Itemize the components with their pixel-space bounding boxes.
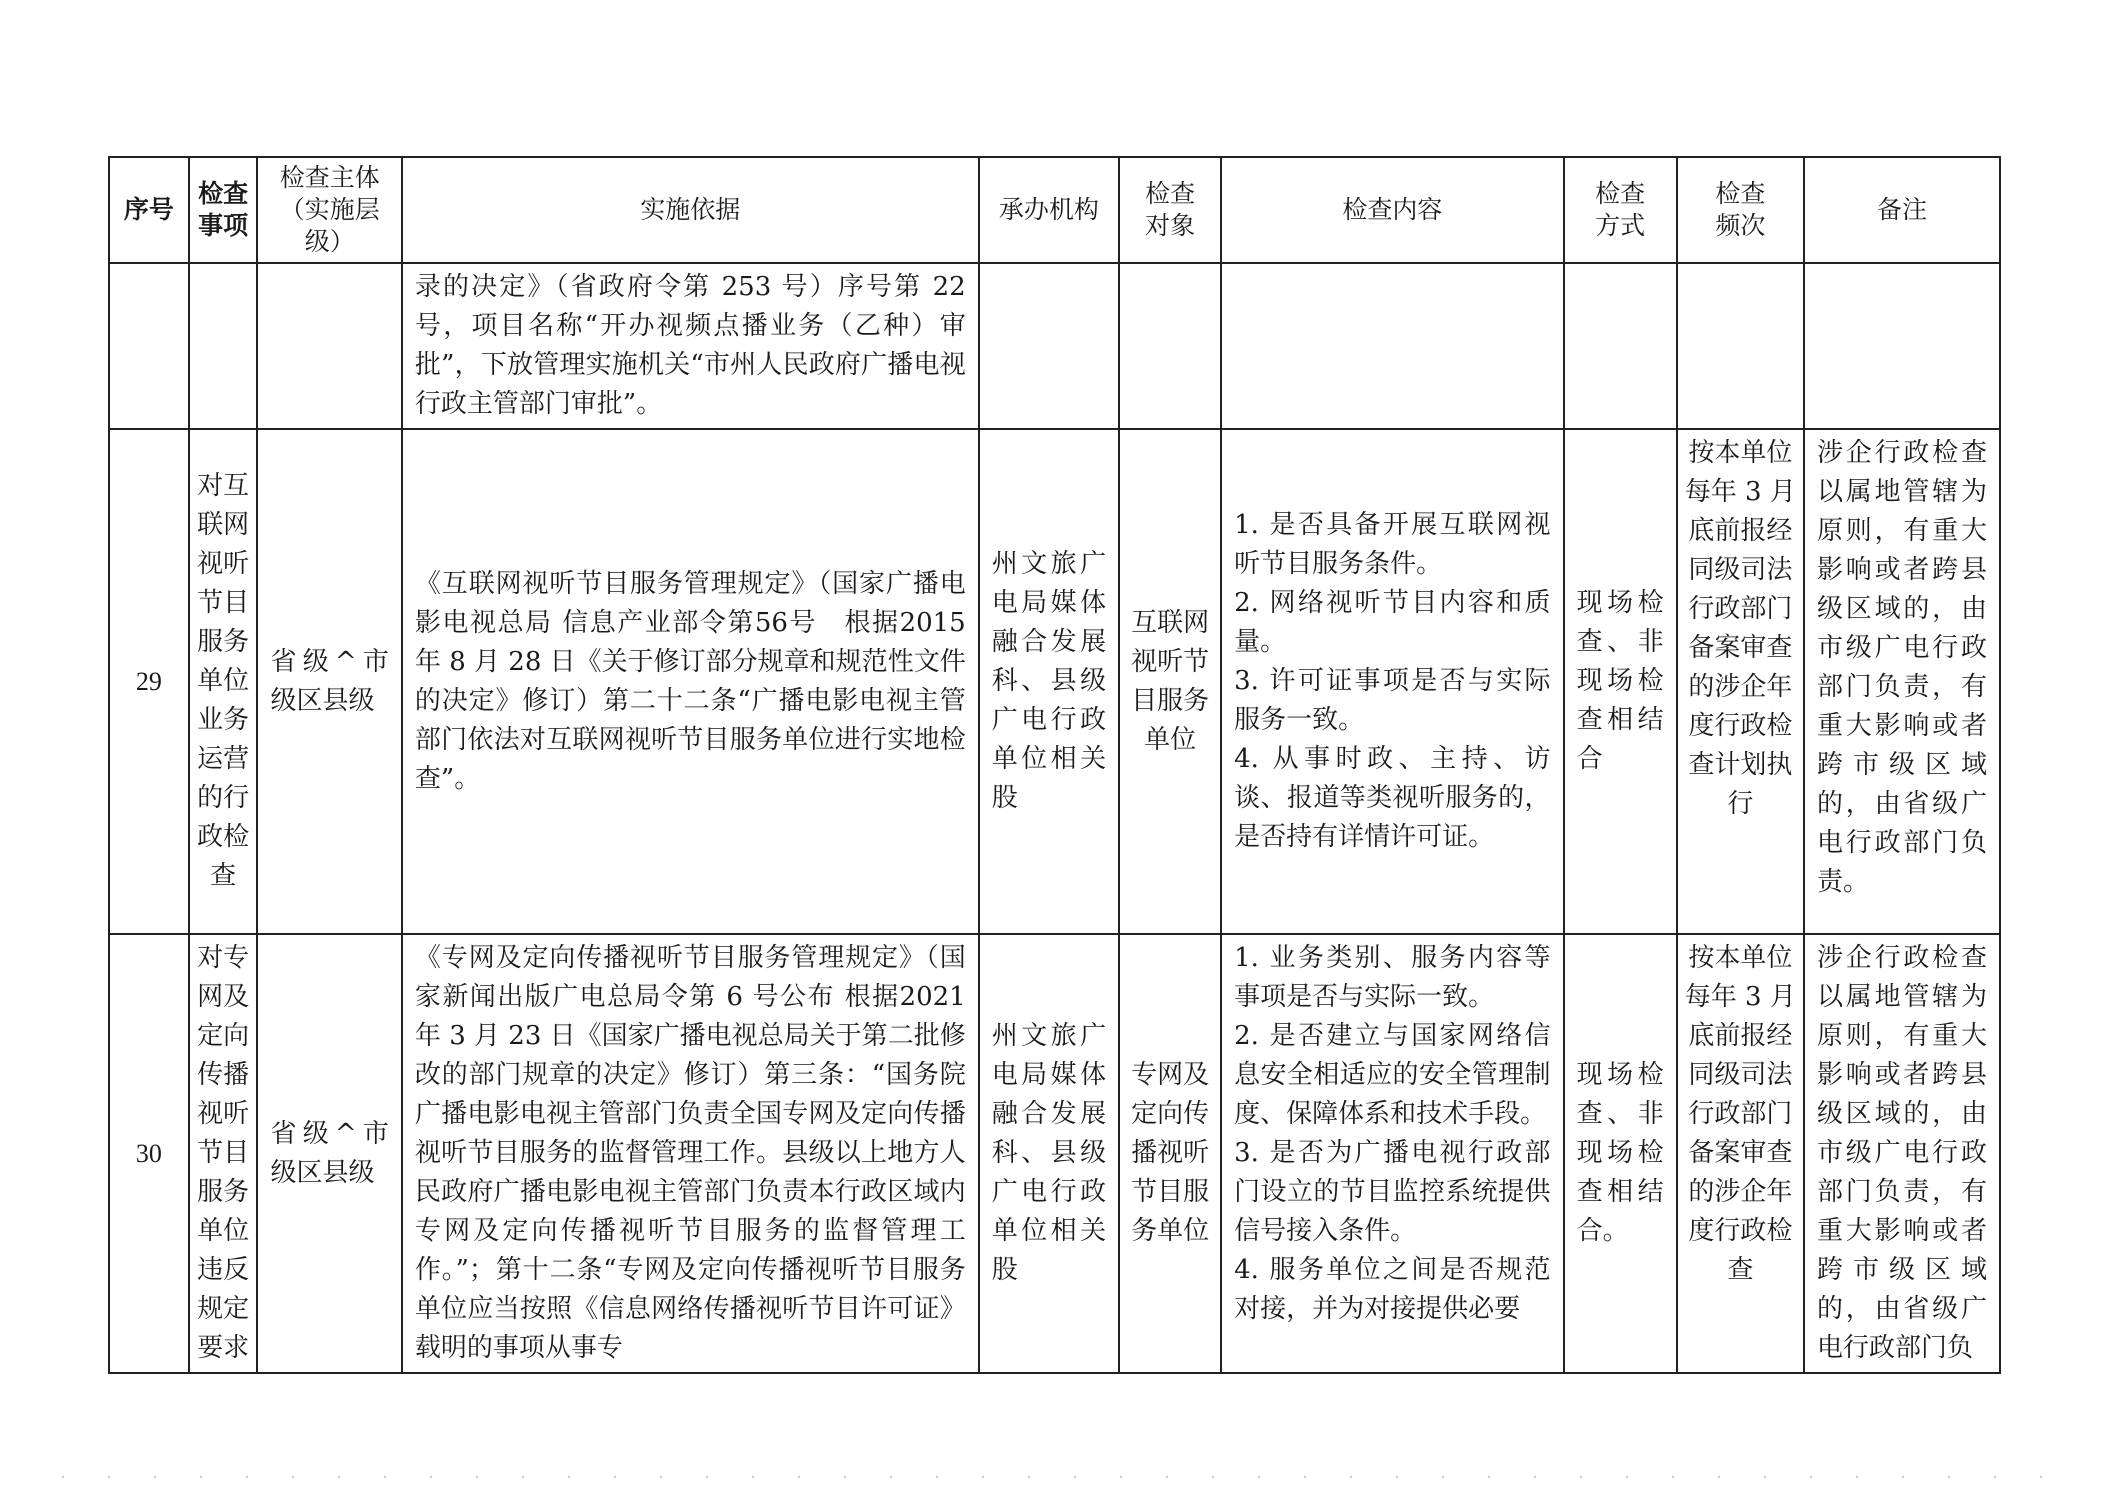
cell-method: [1564, 263, 1677, 429]
table-row: [109, 934, 2000, 1373]
cell-content: 1. 业务类别、服务内容等事项是否与实际一致。 2. 是否建立与国家网络信息安全相适应的安全管理制度、保障体系和技术手段。 3. 是否为广播电视行政部门设立的节目监控系统提供信号接入条件。 4. 服务单位之间是否规范对接，并为对接提供必要: [1221, 934, 1563, 1373]
cell-remark: 涉企行政检查以属地管辖为原则，有重大影响或者跨县级区域的，由市级广电行政部门负责，有重大影响或者跨市级区域的，由省级广电行政部门负: [1804, 934, 2000, 1373]
cell-frequency: [1677, 263, 1804, 429]
table-row: [109, 429, 2000, 934]
cell-basis: 《互联网视听节目服务管理规定》（国家广播电影电视总局 信息产业部令第56号 根据2015 年 8 月 28 日《关于修订部分规章和规范性文件的决定》修订）第二十二条“广播电影电视主管部门依法对互联网视听节目服务单位进行实地检查”。: [402, 429, 979, 934]
cell-frequency: 按本单位每年 3 月底前报经同级司法行政部门备案审查的涉企年度行政检查计划执行: [1677, 429, 1804, 934]
header-target: 检查 对象: [1119, 157, 1221, 263]
cell-seq: [109, 263, 189, 429]
cell-basis: 《专网及定向传播视听节目服务管理规定》（国家新闻出版广电总局令第 6 号公布 根据2021 年 3 月 23 日《国家广播电视总局关于第二批修改的部门规章的决定》修订）第三条：“国务院广播电影电视主管部门负责全国专网及定向传播视听节目服务的监督管理工作。县级以上地方人民政府广播电影电视主管部门负责本行政区域内专网及定向传播视听节目服务的监督管理工作。”；第十二条“专网及定向传播视听节目服务单位应当按照《信息网络传播视听节目许可证》载明的事项从事专: [402, 934, 979, 1373]
cell-target: [1119, 263, 1221, 429]
cell-subject: [257, 263, 401, 429]
header-subject: 检查主体 （实施层 级）: [257, 157, 401, 263]
scan-noise-dots: [40, 1474, 2060, 1480]
cell-item: 对专网及定向传播视听节目服务单位违反规定要求: [189, 934, 258, 1373]
cell-item: [189, 263, 258, 429]
cell-target: 专网及定向传播视听节目服务单位: [1119, 934, 1221, 1373]
cell-content: [1221, 263, 1563, 429]
header-seq: 序号: [109, 157, 189, 263]
header-content: 检查内容: [1221, 157, 1563, 263]
cell-remark: 涉企行政检查以属地管辖为原则，有重大影响或者跨县级区域的，由市级广电行政部门负责，有重大影响或者跨市级区域的，由省级广电行政部门负责。: [1804, 429, 2000, 934]
header-item: 检查 事项: [189, 157, 258, 263]
cell-method: 现场检查、非现场检查相结合。: [1564, 934, 1677, 1373]
cell-remark: [1804, 263, 2000, 429]
header-remark: 备注: [1804, 157, 2000, 263]
cell-seq: 29: [109, 429, 189, 934]
cell-org: 州文旅广电局媒体融合发展科、县级广电行政单位相关股: [979, 934, 1119, 1373]
cell-basis: 录的决定》（省政府令第 253 号）序号第 22 号，项目名称“开办视频点播业务（乙种）审批”，下放管理实施机关“市州人民政府广播电视行政主管部门审批”。: [402, 263, 979, 429]
cell-seq: 30: [109, 934, 189, 1373]
cell-method: 现场检查、非现场检查相结合: [1564, 429, 1677, 934]
header-org: 承办机构: [979, 157, 1119, 263]
header-frequency: 检查 频次: [1677, 157, 1804, 263]
cell-org: [979, 263, 1119, 429]
header-basis: 实施依据: [402, 157, 979, 263]
cell-subject: 省级^市级区县级: [257, 429, 401, 934]
table-header-row: [109, 157, 2000, 263]
cell-item: 对互联网视听节目服务单位业务运营的行政检查: [189, 429, 258, 934]
cell-target: 互联网视听节目服务单位: [1119, 429, 1221, 934]
cell-content: 1. 是否具备开展互联网视听节目服务条件。 2. 网络视听节目内容和质量。 3. 许可证事项是否与实际服务一致。 4. 从事时政、主持、访谈、报道等类视听服务的，是否持有详情许可证。: [1221, 429, 1563, 934]
inspection-table: [108, 156, 2001, 1374]
cell-subject: 省级^市级区县级: [257, 934, 401, 1373]
cell-frequency: 按本单位每年 3 月底前报经同级司法行政部门备案审查的涉企年度行政检查: [1677, 934, 1804, 1373]
cell-org: 州文旅广电局媒体融合发展科、县级广电行政单位相关股: [979, 429, 1119, 934]
table-row: [109, 263, 2000, 429]
header-method: 检查 方式: [1564, 157, 1677, 263]
